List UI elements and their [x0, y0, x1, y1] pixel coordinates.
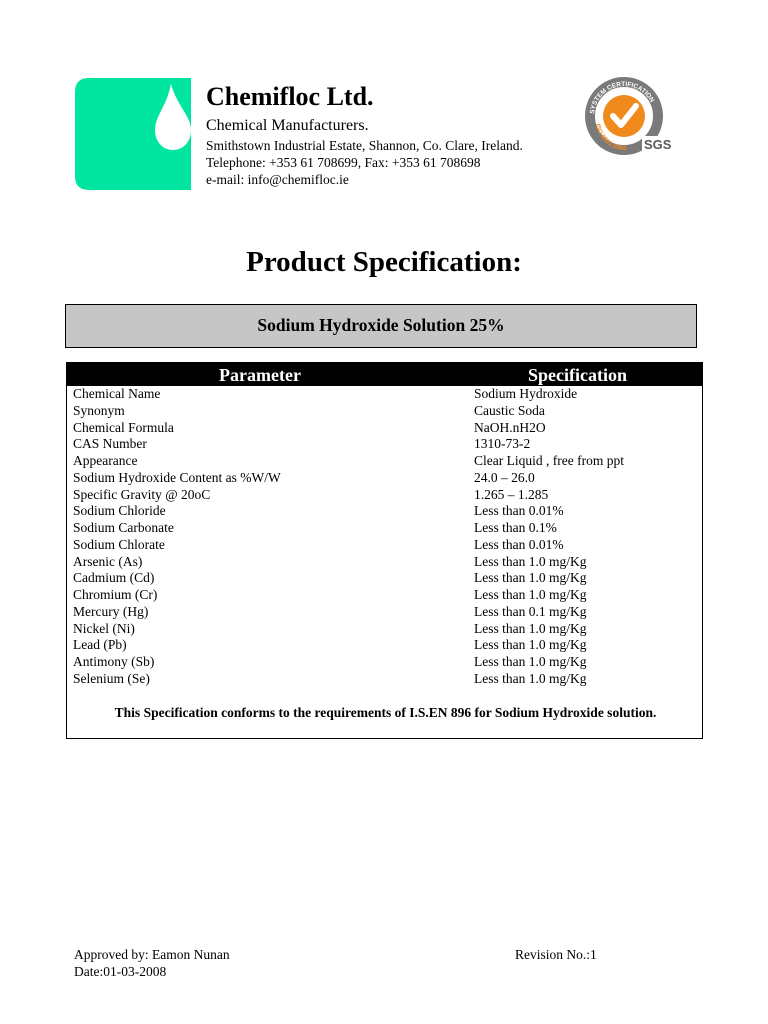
- company-phone-fax: Telephone: +353 61 708699, Fax: +353 61 708698: [206, 155, 481, 170]
- specification-cell: Sodium Hydroxide: [474, 386, 578, 401]
- certification-badge: [582, 72, 682, 156]
- specification-cell: 1310-73-2: [474, 436, 531, 452]
- parameter-cell: Chemical Name: [73, 386, 161, 401]
- specification-cell: Less than 1.0 mg/Kg: [474, 637, 587, 653]
- specification-cell: Less than 1.0 mg/Kg: [474, 553, 587, 569]
- parameter-cell: CAS Number: [73, 436, 147, 452]
- table-row: [67, 503, 702, 520]
- page-title: Product Specification:: [246, 246, 522, 278]
- specification-cell: Less than 0.01%: [474, 536, 564, 552]
- parameter-cell: Specific Gravity @ 20oC: [73, 486, 211, 502]
- parameter-cell: Sodium Chlorate: [73, 536, 165, 552]
- certifier-name: SGS: [644, 137, 672, 152]
- parameter-cell: Selenium (Se): [73, 670, 150, 686]
- specification-cell: Less than 0.01%: [474, 503, 564, 519]
- parameter-cell: Lead (Pb): [73, 637, 127, 653]
- parameter-cell: Chemical Formula: [73, 419, 174, 435]
- table-row: [67, 520, 702, 537]
- conformance-note: This Specification conforms to the requirements of I.S.EN 896 for Sodium Hydroxide solution.: [114, 705, 657, 720]
- parameter-cell: Sodium Carbonate: [73, 520, 174, 535]
- document-date: Date:01-03-2008: [74, 964, 167, 979]
- specification-cell: NaOH.nH2O: [474, 419, 546, 435]
- table-row: [67, 487, 702, 504]
- parameter-cell: Cadmium (Cd): [73, 570, 155, 586]
- table-row: [67, 453, 702, 470]
- checkmark-circle: [603, 95, 645, 137]
- specification-cell: Clear Liquid , free from ppt: [474, 453, 624, 468]
- product-name-box: [65, 304, 697, 348]
- specification-cell: Less than 1.0 mg/Kg: [474, 620, 587, 636]
- company-email: e-mail: info@chemifloc.ie: [206, 172, 349, 187]
- parameter-cell: Synonym: [73, 402, 125, 418]
- specification-cell: Less than 1.0 mg/Kg: [474, 670, 587, 686]
- revision-number: Revision No.:1: [515, 947, 597, 962]
- parameter-cell: Sodium Chloride: [73, 503, 166, 519]
- table-row: [67, 436, 702, 453]
- parameter-cell: Antimony (Sb): [73, 654, 155, 669]
- table-body: [67, 386, 702, 688]
- table-row: [67, 587, 702, 604]
- parameter-cell: Sodium Hydroxide Content as %W/W: [73, 469, 281, 485]
- table-row: [67, 637, 702, 654]
- company-name: Chemifloc Ltd.: [206, 82, 374, 111]
- column-header-specification: Specification: [528, 365, 627, 385]
- product-name: Sodium Hydroxide Solution 25%: [257, 315, 505, 335]
- parameter-cell: Appearance: [73, 453, 138, 468]
- table-row: [67, 570, 702, 587]
- certification-standard-text: ISO 9001:2000: [594, 123, 627, 153]
- table-row: [67, 420, 702, 437]
- table-row: [67, 403, 702, 420]
- parameter-cell: Mercury (Hg): [73, 603, 149, 619]
- parameter-cell: Arsenic (As): [73, 553, 143, 569]
- table-row: [67, 554, 702, 571]
- certification-ring-text: SYSTEM CERTIFICATION: [589, 80, 656, 115]
- table-row: [67, 386, 702, 403]
- table-row: [67, 671, 702, 688]
- specification-cell: Caustic Soda: [474, 402, 545, 418]
- specification-cell: Less than 1.0 mg/Kg: [474, 654, 587, 669]
- table-row: [67, 621, 702, 638]
- specification-cell: 1.265 – 1.285: [474, 486, 549, 502]
- approved-by: Approved by: Eamon Nunan: [74, 947, 230, 962]
- specification-cell: Less than 0.1%: [474, 520, 557, 535]
- specification-table: [66, 362, 703, 739]
- specification-cell: Less than 1.0 mg/Kg: [474, 570, 587, 586]
- table-row: [67, 470, 702, 487]
- parameter-cell: Nickel (Ni): [73, 620, 135, 636]
- table-row: [67, 537, 702, 554]
- company-logo: [75, 78, 191, 190]
- specification-cell: 24.0 – 26.0: [474, 469, 535, 485]
- parameter-cell: Chromium (Cr): [73, 587, 158, 602]
- specification-cell: Less than 1.0 mg/Kg: [474, 587, 587, 602]
- company-tagline: Chemical Manufacturers.: [206, 117, 369, 134]
- specification-cell: Less than 0.1 mg/Kg: [474, 603, 587, 619]
- table-row: [67, 604, 702, 621]
- table-row: [67, 654, 702, 671]
- table-header: [67, 363, 702, 386]
- company-address: Smithstown Industrial Estate, Shannon, Co. Clare, Ireland.: [206, 138, 523, 153]
- column-header-parameter: Parameter: [219, 365, 301, 385]
